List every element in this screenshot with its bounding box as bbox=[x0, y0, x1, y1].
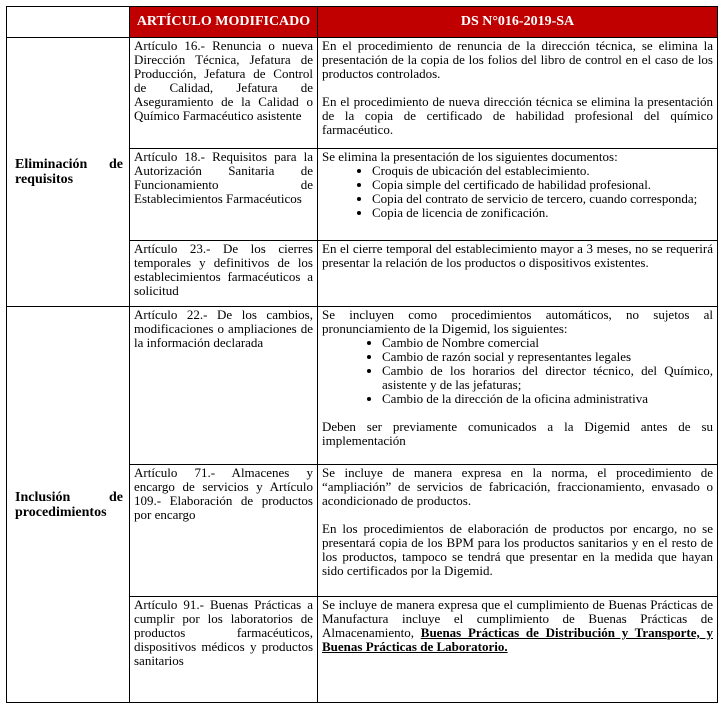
ds-cell bbox=[318, 597, 718, 703]
article-cell: Artículo 22.- De los cambios, modificaciones o ampliaciones de la información declarada bbox=[130, 307, 318, 465]
ds-cell bbox=[318, 38, 718, 149]
ds-paragraph: En los procedimientos de elaboración de productos por encargo, no se presentará copia de los BPM para los productos sanitarios y en el resto de los productos, tampoco se tendrá que presentar en la medida que hayan sido certificados por la Digemid. bbox=[322, 521, 713, 578]
ds-paragraph: Se elimina la presentación de los siguientes documentos: bbox=[322, 149, 618, 164]
category-label: Inclusión de procedimientos bbox=[7, 307, 130, 703]
header-ds: DS N°016-2019-SA bbox=[318, 7, 718, 38]
article-cell: Artículo 16.- Renuncia o nueva Dirección Técnica, Jefatura de Producción, Jefatura de Control de Calidad, Jefatura de Aseguramiento de la Calidad o Químico Farmacéutico asistente bbox=[130, 38, 318, 149]
list-item: • Copia simple del certificado de habilidad profesional. bbox=[372, 178, 713, 192]
header-article: ARTÍCULO MODIFICADO bbox=[130, 7, 318, 38]
ds-paragraph: Se incluyen como procedimientos automáticos, no sujetos al pronunciamiento de la Digemid, los siguientes: bbox=[322, 307, 713, 336]
ds-paragraph: En el cierre temporal del establecimiento mayor a 3 meses, no se requerirá presentar la relación de los productos o dispositivos existentes. bbox=[322, 241, 713, 270]
ds-bold-text: Buenas Prácticas de Distribución y Transporte, y Buenas Prácticas de Laboratorio. bbox=[322, 625, 713, 654]
ds-paragraph: En el procedimiento de nueva dirección técnica se elimina la presentación de la copia de certificado de habilidad profesional del químico farmacéutico. bbox=[322, 94, 713, 137]
ds-paragraph: Deben ser previamente comunicados a la Digemid antes de su implementación bbox=[322, 419, 713, 448]
list-item: • Cambio de los horarios del director técnico, del Químico, asistente y de las jefaturas; bbox=[382, 364, 713, 392]
ds-paragraph: Se incluye de manera expresa en la norma, el procedimiento de “ampliación” de servicios de fabricación, fraccionamiento, envasado o acondicionado de productos. bbox=[322, 465, 713, 508]
ds-cell bbox=[318, 307, 718, 465]
modifications-table bbox=[6, 6, 718, 703]
list-item: • Copia de licencia de zonificación. bbox=[372, 206, 713, 220]
list-item: • Copia del contrato de servicio de tercero, cuando corresponda; bbox=[372, 192, 713, 206]
bullet-list bbox=[322, 336, 713, 406]
list-item: • Cambio de la dirección de la oficina administrativa bbox=[382, 392, 713, 406]
ds-paragraph bbox=[322, 598, 713, 654]
ds-cell bbox=[318, 241, 718, 307]
header-empty-cell bbox=[7, 7, 130, 38]
ds-cell bbox=[318, 149, 718, 241]
article-cell: Artículo 23.- De los cierres temporales y definitivos de los establecimientos farmacéuticos a solicitud bbox=[130, 241, 318, 307]
list-item: • Croquis de ubicación del establecimiento. bbox=[372, 164, 713, 178]
ds-cell bbox=[318, 465, 718, 597]
category-label: Eliminación de requisitos bbox=[7, 38, 130, 307]
article-cell: Artículo 71.- Almacenes y encargo de servicios y Artículo 109.- Elaboración de productos por encargo bbox=[130, 465, 318, 597]
header-row bbox=[7, 7, 718, 38]
article-cell: Artículo 91.- Buenas Prácticas a cumplir por los laboratorios de productos farmacéuticos, dispositivos médicos y productos sanitarios bbox=[130, 597, 318, 703]
list-item: • Cambio de Nombre comercial bbox=[382, 336, 713, 350]
ds-paragraph: En el procedimiento de renuncia de la dirección técnica, se elimina la presentación de la copia de los folios del libro de control en el caso de los productos controlados. bbox=[322, 38, 713, 81]
table-row bbox=[7, 38, 718, 149]
table-row bbox=[7, 307, 718, 465]
bullet-list bbox=[322, 164, 713, 220]
ds-text: Se incluye de manera expresa que el cumplimiento de Buenas Prácticas de Manufactura incluye el cumplimiento de Buenas Prácticas de Almacenamiento, bbox=[322, 597, 713, 640]
article-cell: Artículo 18.- Requisitos para la Autorización Sanitaria de Funcionamiento de Establecimientos Farmacéuticos bbox=[130, 149, 318, 241]
list-item: • Cambio de razón social y representantes legales bbox=[382, 350, 713, 364]
